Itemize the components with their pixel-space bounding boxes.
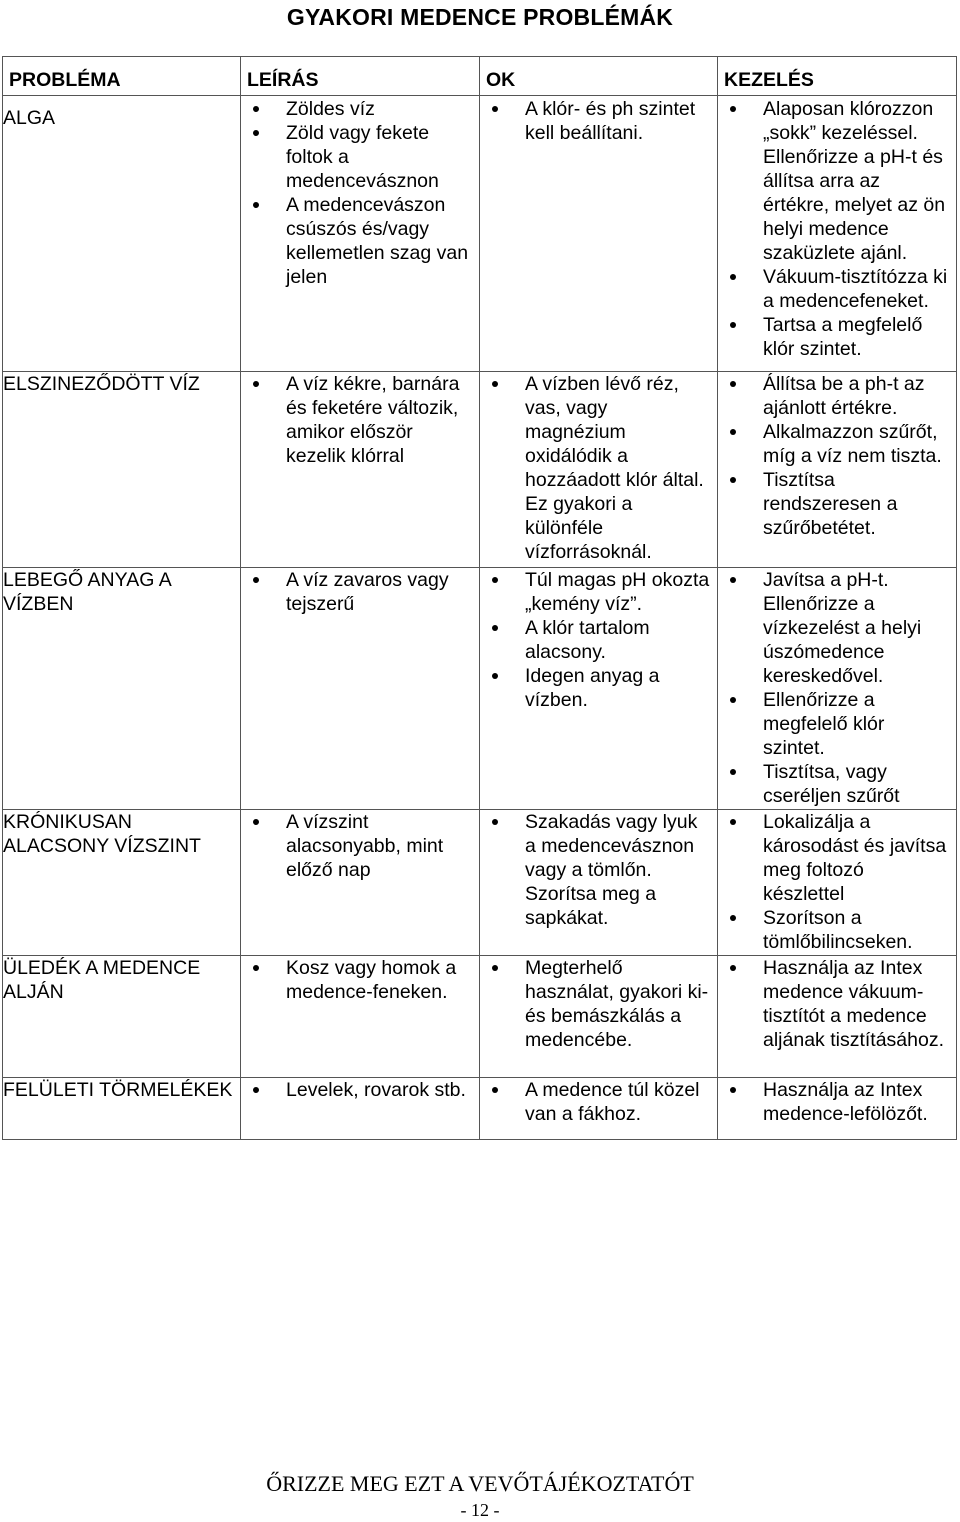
cause-cell (480, 956, 718, 1078)
list-item: A víz zavaros vagy tejszerű (241, 568, 479, 616)
page-number: - 12 - (460, 1500, 500, 1520)
table-row (3, 568, 957, 810)
cause-cell (480, 96, 718, 372)
list-item: Javítsa a pH-t. Ellenőrizze a vízkezelést a helyi úszómedence kereskedővel. (718, 568, 956, 688)
table-row (3, 372, 957, 568)
problem-cell: KRÓNIKUSAN ALACSONY VÍZSZINT (3, 810, 241, 956)
treatment-cell (718, 1078, 957, 1140)
list-item: Tartsa a megfelelő klór szintet. (718, 313, 956, 361)
list-item: Szakadás vagy lyuk a medencevásznon vagy a tömlőn. Szorítsa meg a sapkákat. (480, 810, 717, 930)
list-item: Vákuum-tisztítózza ki a medencefeneket. (718, 265, 956, 313)
table-row (3, 96, 957, 372)
header-cause: OK (480, 57, 718, 96)
list-item: Használja az Intex medence-lefölözőt. (718, 1078, 956, 1126)
list-item: Zöldes víz (241, 97, 479, 121)
list-item: Ellenőrizze a megfelelő klór szintet. (718, 688, 956, 760)
cause-cell (480, 810, 718, 956)
problem-cell: ÜLEDÉK A MEDENCE ALJÁN (3, 956, 241, 1078)
description-cell (241, 372, 480, 568)
description-cell (241, 810, 480, 956)
description-cell (241, 956, 480, 1078)
problem-cell: ELSZINEZŐDÖTT VÍZ (3, 372, 241, 568)
list-item: Használja az Intex medence vákuum-tisztítót a medence aljának tisztításához. (718, 956, 956, 1052)
problem-cell: ALGA (3, 96, 241, 372)
list-item: A vízszint alacsonyabb, mint előző nap (241, 810, 479, 882)
list-item: A víz kékre, barnára és feketére változik, amikor először kezelik klórral (241, 372, 479, 468)
list-item: A vízben lévő réz, vas, vagy magnézium oxidálódik a hozzáadott klór által. Ez gyakori a különféle vízforrásoknál. (480, 372, 717, 564)
problem-cell: LEBEGŐ ANYAG A VÍZBEN (3, 568, 241, 810)
list-item: A medencevászon csúszós és/vagy kellemetlen szag van jelen (241, 193, 479, 289)
list-item: Alkalmazzon szűrőt, míg a víz nem tiszta. (718, 420, 956, 468)
description-cell (241, 1078, 480, 1140)
list-item: Zöld vagy fekete foltok a medencevásznon (241, 121, 479, 193)
list-item: Megterhelő használat, gyakori ki- és bemászkálás a medencébe. (480, 956, 717, 1052)
cause-cell (480, 372, 718, 568)
table-row (3, 810, 957, 956)
cause-cell (480, 568, 718, 810)
treatment-cell (718, 956, 957, 1078)
treatment-cell (718, 568, 957, 810)
list-item: Állítsa be a ph-t az ajánlott értékre. (718, 372, 956, 420)
header-description: LEÍRÁS (241, 57, 480, 96)
list-item: Lokalizálja a károsodást és javítsa meg foltozó készlettel (718, 810, 956, 906)
list-item: A klór- és ph szintet kell beállítani. (480, 97, 717, 145)
problems-table (2, 56, 957, 1140)
footer-notice: ŐRIZZE MEG EZT A VEVŐTÁJÉKOZTATÓT (266, 1471, 694, 1496)
treatment-cell (718, 372, 957, 568)
cause-cell (480, 1078, 718, 1140)
table-header-row (3, 57, 957, 96)
list-item: Túl magas pH okozta „kemény víz”. (480, 568, 717, 616)
table-row (3, 1078, 957, 1140)
table-row (3, 956, 957, 1078)
list-item: Szorítson a tömlőbilincseken. (718, 906, 956, 954)
description-cell (241, 96, 480, 372)
description-cell (241, 568, 480, 810)
header-problem: PROBLÉMA (3, 57, 241, 96)
list-item: A medence túl közel van a fákhoz. (480, 1078, 717, 1126)
header-treatment: KEZELÉS (718, 57, 957, 96)
page-title: GYAKORI MEDENCE PROBLÉMÁK (286, 4, 674, 30)
list-item: Alaposan klórozzon „sokk” kezeléssel. Ellenőrizze a pH-t és állítsa arra az értékre, melyet az ön helyi medence szaküzlete ajánl. (718, 97, 956, 265)
list-item: A klór tartalom alacsony. (480, 616, 717, 664)
list-item: Tisztítsa rendszeresen a szűrőbetétet. (718, 468, 956, 540)
list-item: Idegen anyag a vízben. (480, 664, 717, 712)
treatment-cell (718, 96, 957, 372)
list-item: Tisztítsa, vagy cseréljen szűrőt (718, 760, 956, 808)
problem-cell: FELÜLETI TÖRMELÉKEK (3, 1078, 241, 1140)
treatment-cell (718, 810, 957, 956)
list-item: Kosz vagy homok a medence-feneken. (241, 956, 479, 1004)
list-item: Levelek, rovarok stb. (241, 1078, 479, 1102)
